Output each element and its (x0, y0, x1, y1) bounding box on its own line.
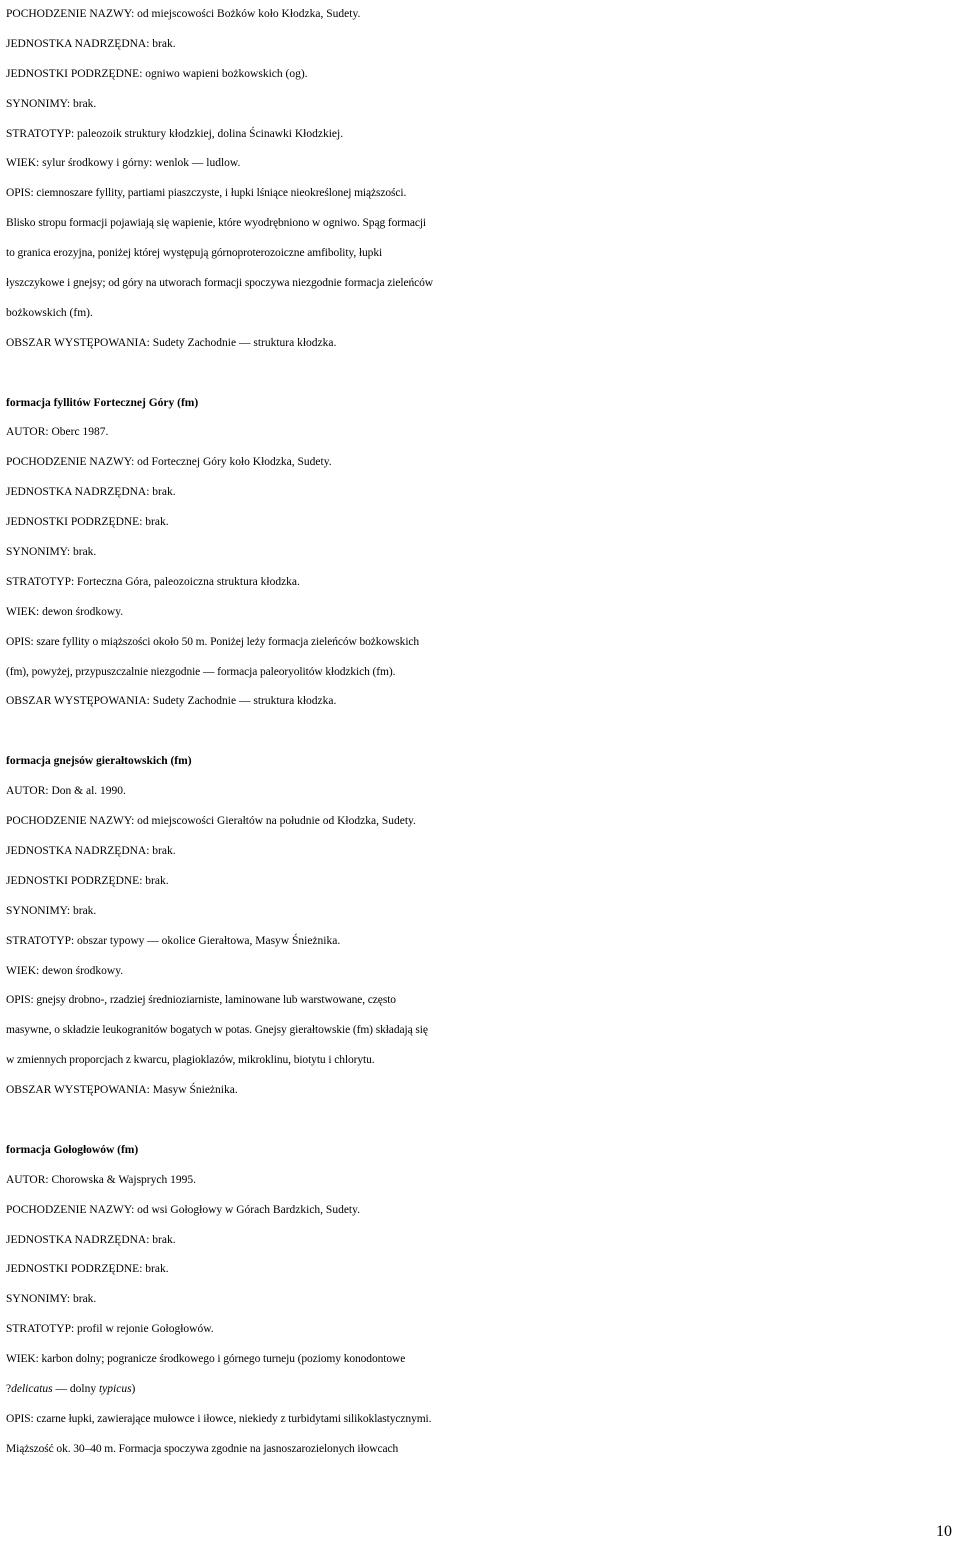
text-line: JEDNOSTKI PODRZĘDNE: brak. (6, 516, 169, 529)
section-fyllity-fortecznej-gory (6, 389, 956, 718)
text-line: Blisko stropu formacji pojawiają się wapienie, które wyodrębniono w ogniwo. Spąg formacji (6, 217, 427, 230)
text-line: POCHODZENIE NAZWY: od miejscowości Gierałtów na południe od Kłodzka, Sudety. (6, 815, 416, 828)
text-line: JEDNOSTKA NADRZĘDNA: brak. (6, 486, 176, 499)
document-page (6, 0, 956, 1465)
text-line: SYNONIMY: brak. (6, 546, 97, 559)
taxon-name: delicatus (11, 1382, 53, 1395)
text-line: POCHODZENIE NAZWY: od wsi Gołogłowy w Górach Bardzkich, Sudety. (6, 1203, 361, 1216)
text-fragment: — dolny (52, 1382, 99, 1395)
text-line: OBSZAR WYSTĘPOWANIA: Sudety Zachodnie — struktura kłodzka. (6, 695, 337, 708)
text-line: WIEK: karbon dolny; pogranicze środkowego i górnego turneju (poziomy konodontowe (6, 1353, 406, 1366)
text-line: OPIS: szare fyllity o miąższości około 50 m. Poniżej leży formacja zieleńców bożkowskich (6, 635, 420, 648)
text-fragment: ) (131, 1382, 136, 1395)
text-line: SYNONIMY: brak. (6, 97, 97, 110)
text-line: SYNONIMY: brak. (6, 904, 97, 917)
text-line: STRATOTYP: paleozoik struktury kłodzkiej, dolina Ścinawki Kłodzkiej. (6, 127, 344, 140)
text-line: STRATOTYP: profil w rejonie Gołogłowów. (6, 1323, 214, 1336)
text-line: JEDNOSTKA NADRZĘDNA: brak. (6, 1233, 176, 1246)
text-line: SYNONIMY: brak. (6, 1293, 97, 1306)
text-line: WIEK: dewon środkowy. (6, 964, 124, 977)
text-line: AUTOR: Oberc 1987. (6, 426, 109, 439)
text-line: masywne, o składzie leukogranitów bogatych w potas. Gnejsy gierałtowskie (fm) składają się (6, 1024, 428, 1037)
text-line: (fm), powyżej, przypuszczalnie niezgodnie — formacja paleoryolitów kłodzkich (fm). (6, 665, 396, 678)
text-line: AUTOR: Chorowska & Wajsprych 1995. (6, 1173, 196, 1186)
text-line-taxa (6, 1375, 956, 1405)
text-line: OPIS: ciemnoszare fyllity, partiami piaszczyste, i łupki lśniące nieokreślonej miąższości. (6, 187, 407, 200)
intro-block (6, 0, 956, 359)
text-line: JEDNOSTKI PODRZĘDNE: brak. (6, 1263, 169, 1276)
page-number: 10 (936, 1523, 952, 1540)
text-fragment: ? (6, 1382, 12, 1395)
text-line: to granica erozyjna, poniżej której występują górnoproterozoiczne amfibolity, łupki (6, 247, 383, 260)
text-line: łyszczykowe i gnejsy; od góry na utworach formacji spoczywa niezgodnie formacja zieleńców (6, 277, 433, 290)
text-line: WIEK: dewon środkowy. (6, 605, 124, 618)
text-line: OPIS: gnejsy drobno-, rzadziej średnioziarniste, laminowane lub warstwowane, często (6, 994, 396, 1007)
text-line: AUTOR: Don & al. 1990. (6, 785, 126, 798)
text-line: JEDNOSTKI PODRZĘDNE: brak. (6, 874, 169, 887)
taxon-name: typicus (98, 1382, 132, 1395)
text-line: JEDNOSTKA NADRZĘDNA: brak. (6, 37, 176, 50)
text-line: OBSZAR WYSTĘPOWANIA: Sudety Zachodnie — struktura kłodzka. (6, 336, 337, 349)
text-line: w zmiennych proporcjach z kwarcu, plagioklazów, mikroklinu, biotytu i chlorytu. (6, 1054, 375, 1067)
text-line: OBSZAR WYSTĘPOWANIA: Masyw Śnieżnika. (6, 1084, 238, 1097)
text-line: WIEK: sylur środkowy i górny: wenlok — ludlow. (6, 157, 241, 170)
text-line: STRATOTYP: obszar typowy — okolice Gierałtowa, Masyw Śnieżnika. (6, 934, 341, 947)
text-line: Miąższość ok. 30–40 m. Formacja spoczywa zgodnie na jasnoszarozielonych iłowcach (6, 1442, 399, 1455)
text-line: JEDNOSTKI PODRZĘDNE: ogniwo wapieni bożkowskich (og). (6, 67, 308, 80)
text-line: POCHODZENIE NAZWY: od miejscowości Bożków koło Kłodzka, Sudety. (6, 8, 361, 20)
text-line: OPIS: czarne łupki, zawierające mułowce i iłowce, niekiedy z turbidytami silikoklastycznymi. (6, 1412, 432, 1425)
section-title: formacja gnejsów gierałtowskich (fm) (6, 755, 192, 768)
text-line: JEDNOSTKA NADRZĘDNA: brak. (6, 844, 176, 857)
section-gnejsy-gieraltowskie (6, 747, 956, 1106)
section-title: formacja fyllitów Fortecznej Góry (fm) (6, 396, 199, 409)
text-line: bożkowskich (fm). (6, 306, 93, 319)
section-gologlowow (6, 1136, 956, 1465)
section-title: formacja Gołogłowów (fm) (6, 1143, 139, 1156)
text-line: STRATOTYP: Forteczna Góra, paleozoiczna struktura kłodzka. (6, 575, 300, 588)
text-line: POCHODZENIE NAZWY: od Fortecznej Góry koło Kłodzka, Sudety. (6, 456, 332, 469)
